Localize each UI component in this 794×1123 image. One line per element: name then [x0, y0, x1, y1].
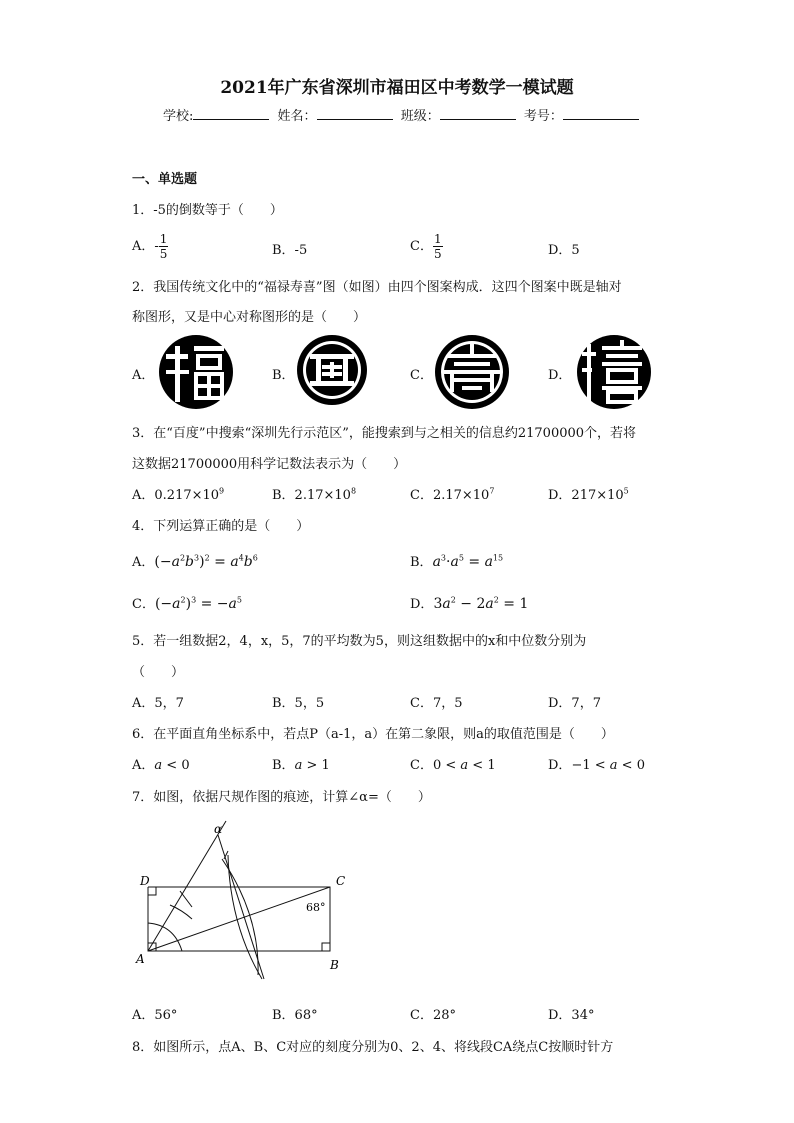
- question-5-option-d: D．7，7: [548, 696, 601, 711]
- question-4-option-b: [410, 551, 503, 570]
- option-label: D．: [548, 758, 572, 773]
- option-text: A．0.217×10: [132, 488, 220, 503]
- student-info-line: [163, 105, 643, 124]
- question-4-option-c: [132, 593, 242, 612]
- section-title: 一、单选题: [132, 172, 198, 187]
- label-c: C: [336, 874, 346, 888]
- question-5-option-c: C．7，5: [410, 696, 463, 711]
- formula: 0 < a < 1: [432, 758, 496, 773]
- formula: a > 1: [294, 758, 330, 773]
- option-text: C．2.17×10: [410, 488, 490, 503]
- exponent: 9: [219, 486, 225, 496]
- formula: a < 0: [154, 758, 190, 773]
- option-text: B．2.17×10: [272, 488, 351, 503]
- question-2-option-c: C．: [410, 368, 433, 383]
- question-1-option-a: [132, 232, 168, 261]
- xi-character-icon: [576, 334, 652, 410]
- numerator: 1: [159, 232, 168, 246]
- label-b: B: [330, 958, 339, 972]
- class-label: 班级：: [400, 109, 440, 124]
- formula: $3a^2 - 2a^2 = 1$: [433, 595, 529, 612]
- formula: $(-a^2b^3)^2 = a^4b^6$: [154, 553, 258, 570]
- question-6-option-c: [410, 754, 496, 773]
- construction-figure: [130, 815, 350, 990]
- question-3-option-c: [410, 484, 494, 503]
- question-7-stem: 7．如图，依据尺规作图的痕迹，计算∠α=（ ）: [132, 790, 431, 805]
- label-alpha: α: [214, 822, 223, 836]
- label-angle-68: 68°: [306, 901, 326, 914]
- name-blank: [317, 107, 393, 120]
- fraction: [159, 232, 169, 261]
- question-2-stem-line1: 2．我国传统文化中的“福禄寿喜”图（如图）由四个图案构成．这四个图案中既是轴对: [132, 280, 622, 295]
- question-7-option-c: C．28°: [410, 1008, 456, 1023]
- school-blank: [193, 107, 269, 120]
- option-label: D．: [410, 597, 434, 612]
- question-5-option-b: B．5，5: [272, 696, 325, 711]
- question-6-option-b: [272, 754, 330, 773]
- fraction: [433, 232, 443, 261]
- question-4-stem: 4．下列运算正确的是（ ）: [132, 519, 310, 534]
- lu-seal-icon: [296, 334, 368, 406]
- class-blank: [440, 107, 516, 120]
- question-3-option-d: [548, 484, 629, 503]
- question-2-stem-line2: 称图形，又是中心对称图形的是（ ）: [132, 310, 367, 325]
- question-7-option-a: A．56°: [132, 1008, 178, 1023]
- exponent: 5: [623, 486, 629, 496]
- question-8-stem-line1: 8．如图所示，点A、B、C对应的刻度分别为0、2、4、将线段CA绕点C按顺时针方: [132, 1040, 614, 1055]
- question-3-stem-line1: 3．在“百度”中搜索“深圳先行示范区”，能搜索到与之相关的信息约21700000个，若将: [132, 426, 637, 441]
- question-6-stem: 6．在平面直角坐标系中，若点P（a-1，a）在第二象限，则a的取值范围是（ ）: [132, 727, 614, 742]
- question-4-option-d: [410, 593, 528, 612]
- question-2-option-a: A．: [132, 368, 155, 383]
- exponent: 7: [489, 486, 495, 496]
- id-label: 考号：: [523, 109, 563, 124]
- fu-character-icon: [158, 334, 234, 410]
- question-3-option-b: [272, 484, 356, 503]
- question-3-stem-line2: 这数据21700000用科学记数法表示为（ ）: [132, 457, 407, 472]
- option-label: C．: [410, 758, 433, 773]
- label-a: A: [136, 952, 145, 966]
- question-1-option-d: D．5: [548, 243, 580, 258]
- question-2-option-b: B．: [272, 368, 295, 383]
- option-label: A．-: [132, 239, 159, 254]
- shou-seal-icon: [434, 334, 510, 410]
- ray-from-a: [148, 821, 226, 951]
- option-label: C．: [132, 597, 155, 612]
- question-5-stem-line2: （ ）: [132, 665, 185, 680]
- question-6-option-d: [548, 754, 645, 773]
- question-4-option-a: [132, 551, 258, 570]
- question-1-option-c: [410, 232, 443, 261]
- question-1-option-b: B．-5: [272, 243, 308, 258]
- formula: $a^3\cdot a^5 = a^{15}$: [432, 553, 504, 570]
- denominator: 5: [159, 247, 168, 261]
- name-label: 姓名：: [277, 109, 317, 124]
- question-6-option-a: [132, 754, 190, 773]
- option-label: A．: [132, 555, 155, 570]
- numerator: 1: [433, 232, 442, 246]
- question-7-option-b: B．68°: [272, 1008, 318, 1023]
- formula: $(-a^2)^3 = -a^5$: [154, 595, 242, 612]
- question-2-option-d: D．: [548, 368, 572, 383]
- question-3-option-a: [132, 484, 224, 503]
- question-1-stem: 1．-5的倒数等于（ ）: [132, 203, 283, 218]
- exponent: 8: [350, 486, 357, 496]
- formula: −1 < a < 0: [571, 758, 645, 773]
- id-blank: [563, 107, 639, 120]
- option-label: B．: [272, 758, 295, 773]
- page-title: 2021年广东省深圳市福田区中考数学一模试题: [220, 78, 574, 98]
- denominator: 5: [433, 247, 442, 261]
- label-d: D: [140, 874, 150, 888]
- option-label: C．: [410, 239, 433, 254]
- question-5-stem-line1: 5．若一组数据2，4，x，5，7的平均数为5，则这组数据中的x和中位数分别为: [132, 634, 587, 649]
- school-label: 学校:: [163, 109, 194, 124]
- option-label: A．: [132, 758, 155, 773]
- question-7-option-d: D．34°: [548, 1008, 595, 1023]
- question-5-option-a: A．5，7: [132, 696, 184, 711]
- option-text: D．217×10: [548, 488, 624, 503]
- diagonal-ac: [148, 887, 330, 951]
- option-label: B．: [410, 555, 433, 570]
